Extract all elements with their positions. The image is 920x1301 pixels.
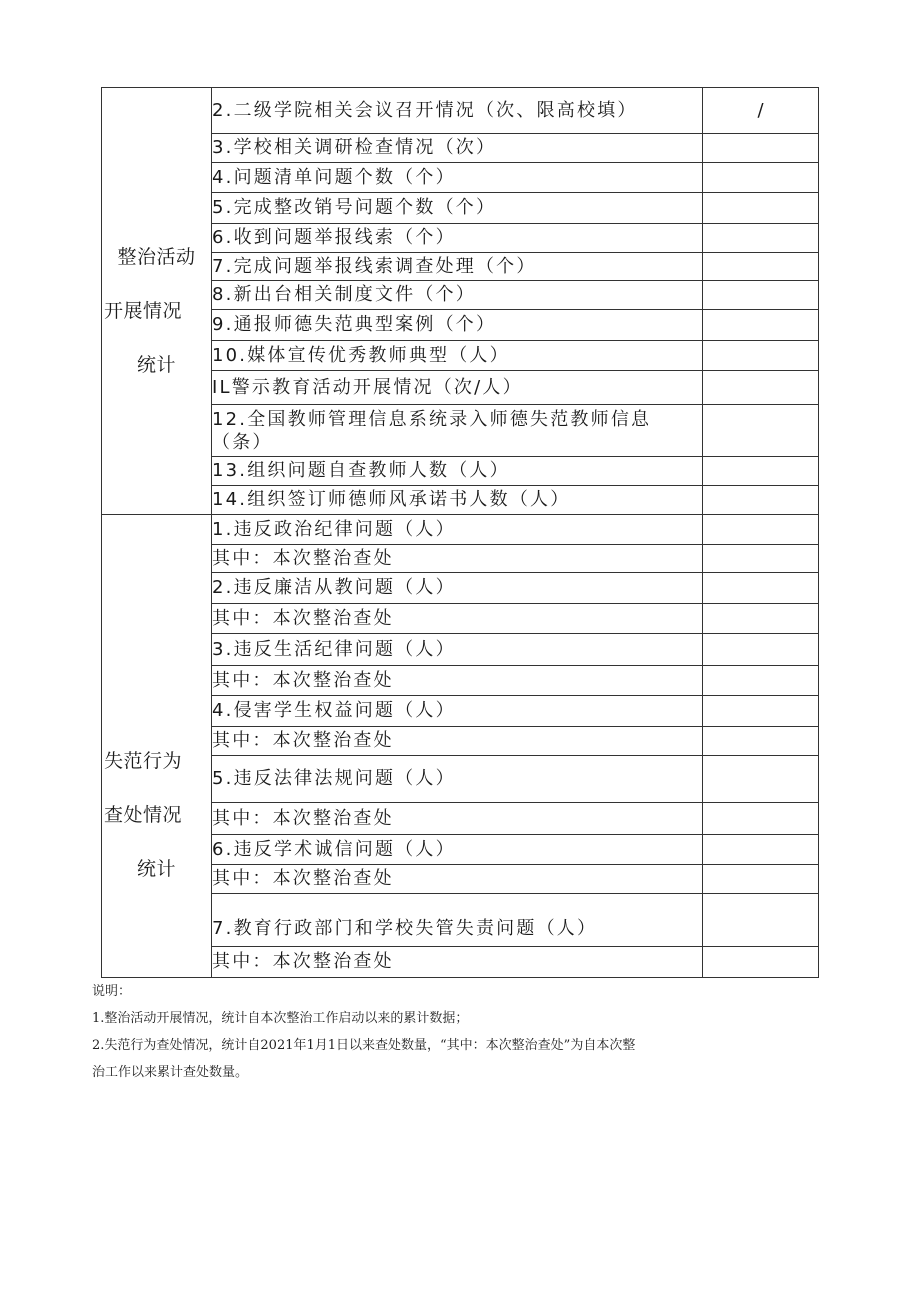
row-label: 其中：本次整治查处 (212, 947, 703, 978)
row-label: 其中：本次整治查处 (212, 727, 703, 756)
row-value[interactable] (703, 894, 819, 947)
row-label: 12.全国教师管理信息系统录入师德失范教师信息（条） (212, 405, 703, 457)
row-label: 5.违反法律法规问题（人） (212, 756, 703, 803)
row-label: 4.侵害学生权益问题（人） (212, 696, 703, 727)
row-value[interactable] (703, 341, 819, 371)
row-value[interactable] (703, 604, 819, 634)
section-title-violations (102, 515, 212, 978)
section-title-line: 统计 (136, 353, 176, 376)
row-value[interactable] (703, 134, 819, 163)
row-value[interactable] (703, 947, 819, 978)
row-label: 8.新出台相关制度文件（个） (212, 281, 703, 310)
row-label: 7.教育行政部门和学校失管失责问题（人） (212, 894, 703, 947)
row-label: 其中：本次整治查处 (212, 865, 703, 894)
section-title-activities (102, 88, 212, 515)
note-line: 治工作以来累计查处数量。 (92, 1065, 249, 1080)
row-label: 13.组织问题自查教师人数（人） (212, 457, 703, 486)
row-value[interactable] (703, 224, 819, 253)
section-title-line: 失范行为 (104, 750, 183, 772)
section-title-line: 查处情况 (104, 804, 183, 826)
row-value[interactable] (703, 666, 819, 696)
row-label: 10.媒体宣传优秀教师典型（人） (212, 341, 703, 371)
row-value[interactable] (703, 405, 819, 457)
row-label: 6.收到问题举报线索（个） (212, 224, 703, 253)
row-value[interactable] (703, 486, 819, 515)
row-label: 4.问题清单问题个数（个） (212, 163, 703, 193)
row-value[interactable] (703, 634, 819, 666)
row-label: 7.完成问题举报线索调查处理（个） (212, 253, 703, 281)
row-label: 2.二级学院相关会议召开情况（次、限高校填） (212, 88, 703, 134)
row-value[interactable] (703, 803, 819, 835)
row-label: 5.完成整改销号问题个数（个） (212, 193, 703, 224)
section-title-line: 统计 (136, 858, 176, 880)
note-line: 2.失范行为查处情况，统计自2021年1月1日以来查处数量，“其中：本次整治查处”为自本次整 (92, 1038, 636, 1053)
row-value[interactable] (703, 371, 819, 405)
row-value[interactable] (703, 457, 819, 486)
row-value[interactable] (703, 253, 819, 281)
row-value[interactable] (703, 545, 819, 573)
row-value[interactable] (703, 193, 819, 224)
row-label: 3.违反生活纪律问题（人） (212, 634, 703, 666)
row-label: 1.违反政治纪律问题（人） (212, 515, 703, 545)
row-value[interactable] (703, 835, 819, 865)
row-label: 其中：本次整治查处 (212, 803, 703, 835)
row-label: 其中：本次整治查处 (212, 666, 703, 696)
row-label: 3.学校相关调研检查情况（次） (212, 134, 703, 163)
row-label: IL警示教育活动开展情况（次/人） (212, 371, 703, 405)
row-label: 2.违反廉洁从教问题（人） (212, 573, 703, 604)
table-row (102, 88, 819, 134)
row-label: 其中：本次整治查处 (212, 545, 703, 573)
row-value[interactable] (703, 573, 819, 604)
row-value[interactable]: / (703, 88, 819, 134)
row-label: 14.组织签订师德师风承诺书人数（人） (212, 486, 703, 515)
row-value[interactable] (703, 756, 819, 803)
row-value[interactable] (703, 727, 819, 756)
row-label: 9.通报师德失范典型案例（个） (212, 310, 703, 341)
statistics-table (101, 87, 819, 978)
row-value[interactable] (703, 515, 819, 545)
section-title-line: 开展情况 (104, 299, 183, 322)
row-value[interactable] (703, 310, 819, 341)
notes-heading: 说明： (92, 984, 132, 999)
notes-section (92, 980, 792, 1088)
row-value[interactable] (703, 163, 819, 193)
row-label: 6.违反学术诚信问题（人） (212, 835, 703, 865)
section-title-line: 整治活动 (117, 245, 196, 268)
row-value[interactable] (703, 865, 819, 894)
row-value[interactable] (703, 281, 819, 310)
row-label: 其中：本次整治查处 (212, 604, 703, 634)
row-value[interactable] (703, 696, 819, 727)
note-line: 1.整治活动开展情况，统计自本次整治工作启动以来的累计数据； (92, 1011, 469, 1026)
table-row (102, 515, 819, 545)
